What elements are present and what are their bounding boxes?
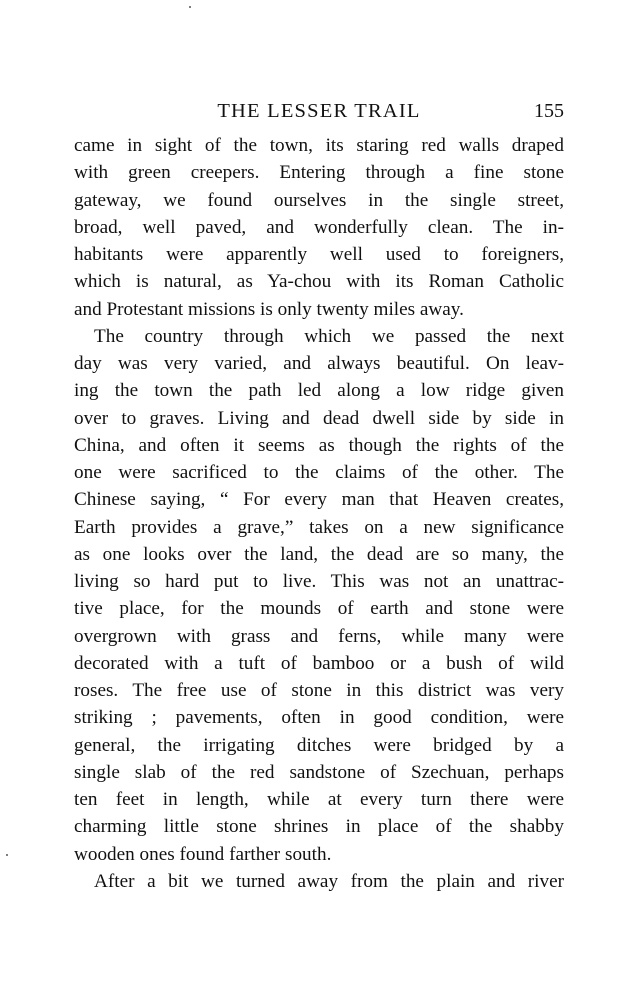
text-line: ing the town the path led along a low ridge given <box>74 380 564 402</box>
text-line: striking ; pavements, often in good condition, were <box>74 707 564 729</box>
text-line: came in sight of the town, its staring red walls draped <box>74 135 564 156</box>
text-line: with green creepers. Entering through a fine stone <box>74 162 564 184</box>
text-line: gateway, we found ourselves in the single street, <box>74 189 564 211</box>
text-line: one were sacrificed to the claims of the other. The <box>74 462 564 483</box>
text-line: overgrown with grass and ferns, while many were <box>74 625 564 647</box>
text-line: broad, well paved, and wonderfully clean. The in- <box>74 216 564 238</box>
text-line: habitants were apparently well used to foreigners, <box>74 244 564 265</box>
text-line: ten feet in length, while at every turn there were <box>74 789 564 810</box>
text-line: which is natural, as Ya-chou with its Roman Catholic <box>74 271 564 293</box>
text-line: Earth provides a grave,” takes on a new significance <box>74 516 564 538</box>
text-line: tive place, for the mounds of earth and stone were <box>74 598 564 620</box>
scan-speck <box>6 854 8 856</box>
text-line: general, the irrigating ditches were bridged by a <box>74 734 564 756</box>
text-line: wooden ones found farther south. <box>74 843 332 865</box>
page-number: 155 <box>534 100 564 122</box>
page-header <box>74 98 564 124</box>
text-line: charming little stone shrines in place of the shabby <box>74 816 564 838</box>
scan-speck <box>189 6 191 8</box>
paragraph-start-line: After a bit we turned away from the plain and river <box>94 870 564 892</box>
running-title: THE LESSER TRAIL <box>217 100 421 122</box>
body-text <box>74 132 564 895</box>
text-line: day was very varied, and always beautiful. On leav- <box>74 353 564 374</box>
text-line: decorated with a tuft of bamboo or a bush of wild <box>74 652 564 674</box>
paragraph-start-line: The country through which we passed the next <box>94 325 564 347</box>
text-line: China, and often it seems as though the rights of the <box>74 434 564 456</box>
text-line: as one looks over the land, the dead are so many, the <box>74 543 564 565</box>
text-line: single slab of the red sandstone of Szechuan, perhaps <box>74 761 564 783</box>
text-line: and Protestant missions is only twenty miles away. <box>74 298 464 320</box>
text-line: Chinese saying, “ For every man that Heaven creates, <box>74 489 564 511</box>
text-line: living so hard put to live. This was not an unattrac- <box>74 571 564 592</box>
text-line: roses. The free use of stone in this district was very <box>74 680 564 701</box>
text-line: over to graves. Living and dead dwell side by side in <box>74 407 564 429</box>
